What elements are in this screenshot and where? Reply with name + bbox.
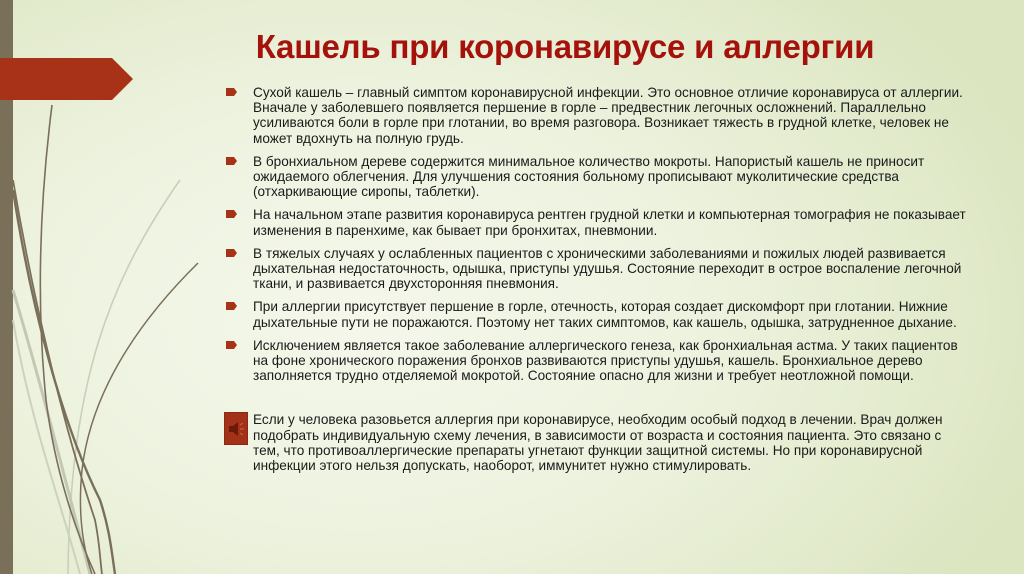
final-paragraph — [226, 412, 971, 473]
bullet-item — [226, 338, 971, 384]
bullet-text: В тяжелых случаях у ослабленных пациентов с хроническими заболеваниями и пожилых людей развивается дыхательная недостаточность, одышка, приступы удушья. Состояние переходит в острое воспаление легочной ткани, и развивается двухсторонняя пневмония. — [253, 245, 962, 292]
bullet-text: В бронхиальном дереве содержится минимальное количество мокроты. Напористый кашель не приносит ожидаемого облегчения. Для улучшения состояния больному прописывают муколитические средства (отхаркивающие сиропы, таблетки). — [253, 153, 925, 200]
audio-play-button[interactable] — [224, 412, 248, 445]
arrow-bullet-icon — [226, 88, 237, 96]
bullet-item — [226, 246, 971, 292]
arrow-bullet-icon — [226, 302, 237, 310]
bullet-text: Сухой кашель – главный симптом коронавирусной инфекции. Это основное отличие коронавируса от аллергии. Вначале у заболевшего появляется першение в горле – предвестник легочных осложнений. Параллельно усиливаются боли в горле при глотании, во время разговора. Возникает тяжесть в грудной клетке, человек не может вдохнуть на полную грудь. — [253, 85, 963, 146]
bullet-item — [226, 85, 971, 146]
bullet-item — [226, 299, 971, 329]
bullet-text: На начальном этапе развития коронавируса рентген грудной клетки и компьютерная томография не показывает изменения в паренхиме, как бывает при бронхитах, пневмонии. — [253, 207, 966, 238]
bullet-item — [226, 154, 971, 200]
bullet-text: При аллергии присутствует першение в горле, отечность, которая создает дискомфорт при глотании. Нижние дыхательные пути не поражаются. Поэтому нет таких симптомов, как кашель, одышка, затрудненное дыхание. — [253, 299, 957, 330]
arrow-bullet-icon — [226, 341, 237, 349]
speaker-icon — [227, 421, 245, 437]
title-arrow-banner — [0, 58, 134, 102]
bullet-text: Исключением является такое заболевание аллергического генеза, как бронхиальная астма. У таких пациентов на фоне хронического поражения бронхов развиваются приступы удушья, кашель. Бронхиальное дерево заполняется трудно отделяемой мокротой. Состояние опасно для жизни и требует неотложной помощи. — [253, 337, 958, 384]
slide-title: Кашель при коронавирусе и аллергии — [255, 28, 875, 65]
slide-content — [226, 85, 971, 481]
arrow-bullet-icon — [226, 210, 237, 218]
arrow-bullet-icon — [226, 249, 237, 257]
bullet-item — [226, 207, 971, 237]
arrow-bullet-icon — [226, 157, 237, 165]
final-paragraph-text: Если у человека разовьется аллергия при коронавирусе, необходим особый подход в лечении. Врач должен подобрать индивидуальную схему лечения, в зависимости от возраста и состояния пациента. Это связано с тем, что противоаллергические препараты угнетают функции защитной системы. Но при коронавирусной инфекции этого нельзя допускать, наоборот, иммунитет нужно стимулировать. — [253, 412, 943, 474]
